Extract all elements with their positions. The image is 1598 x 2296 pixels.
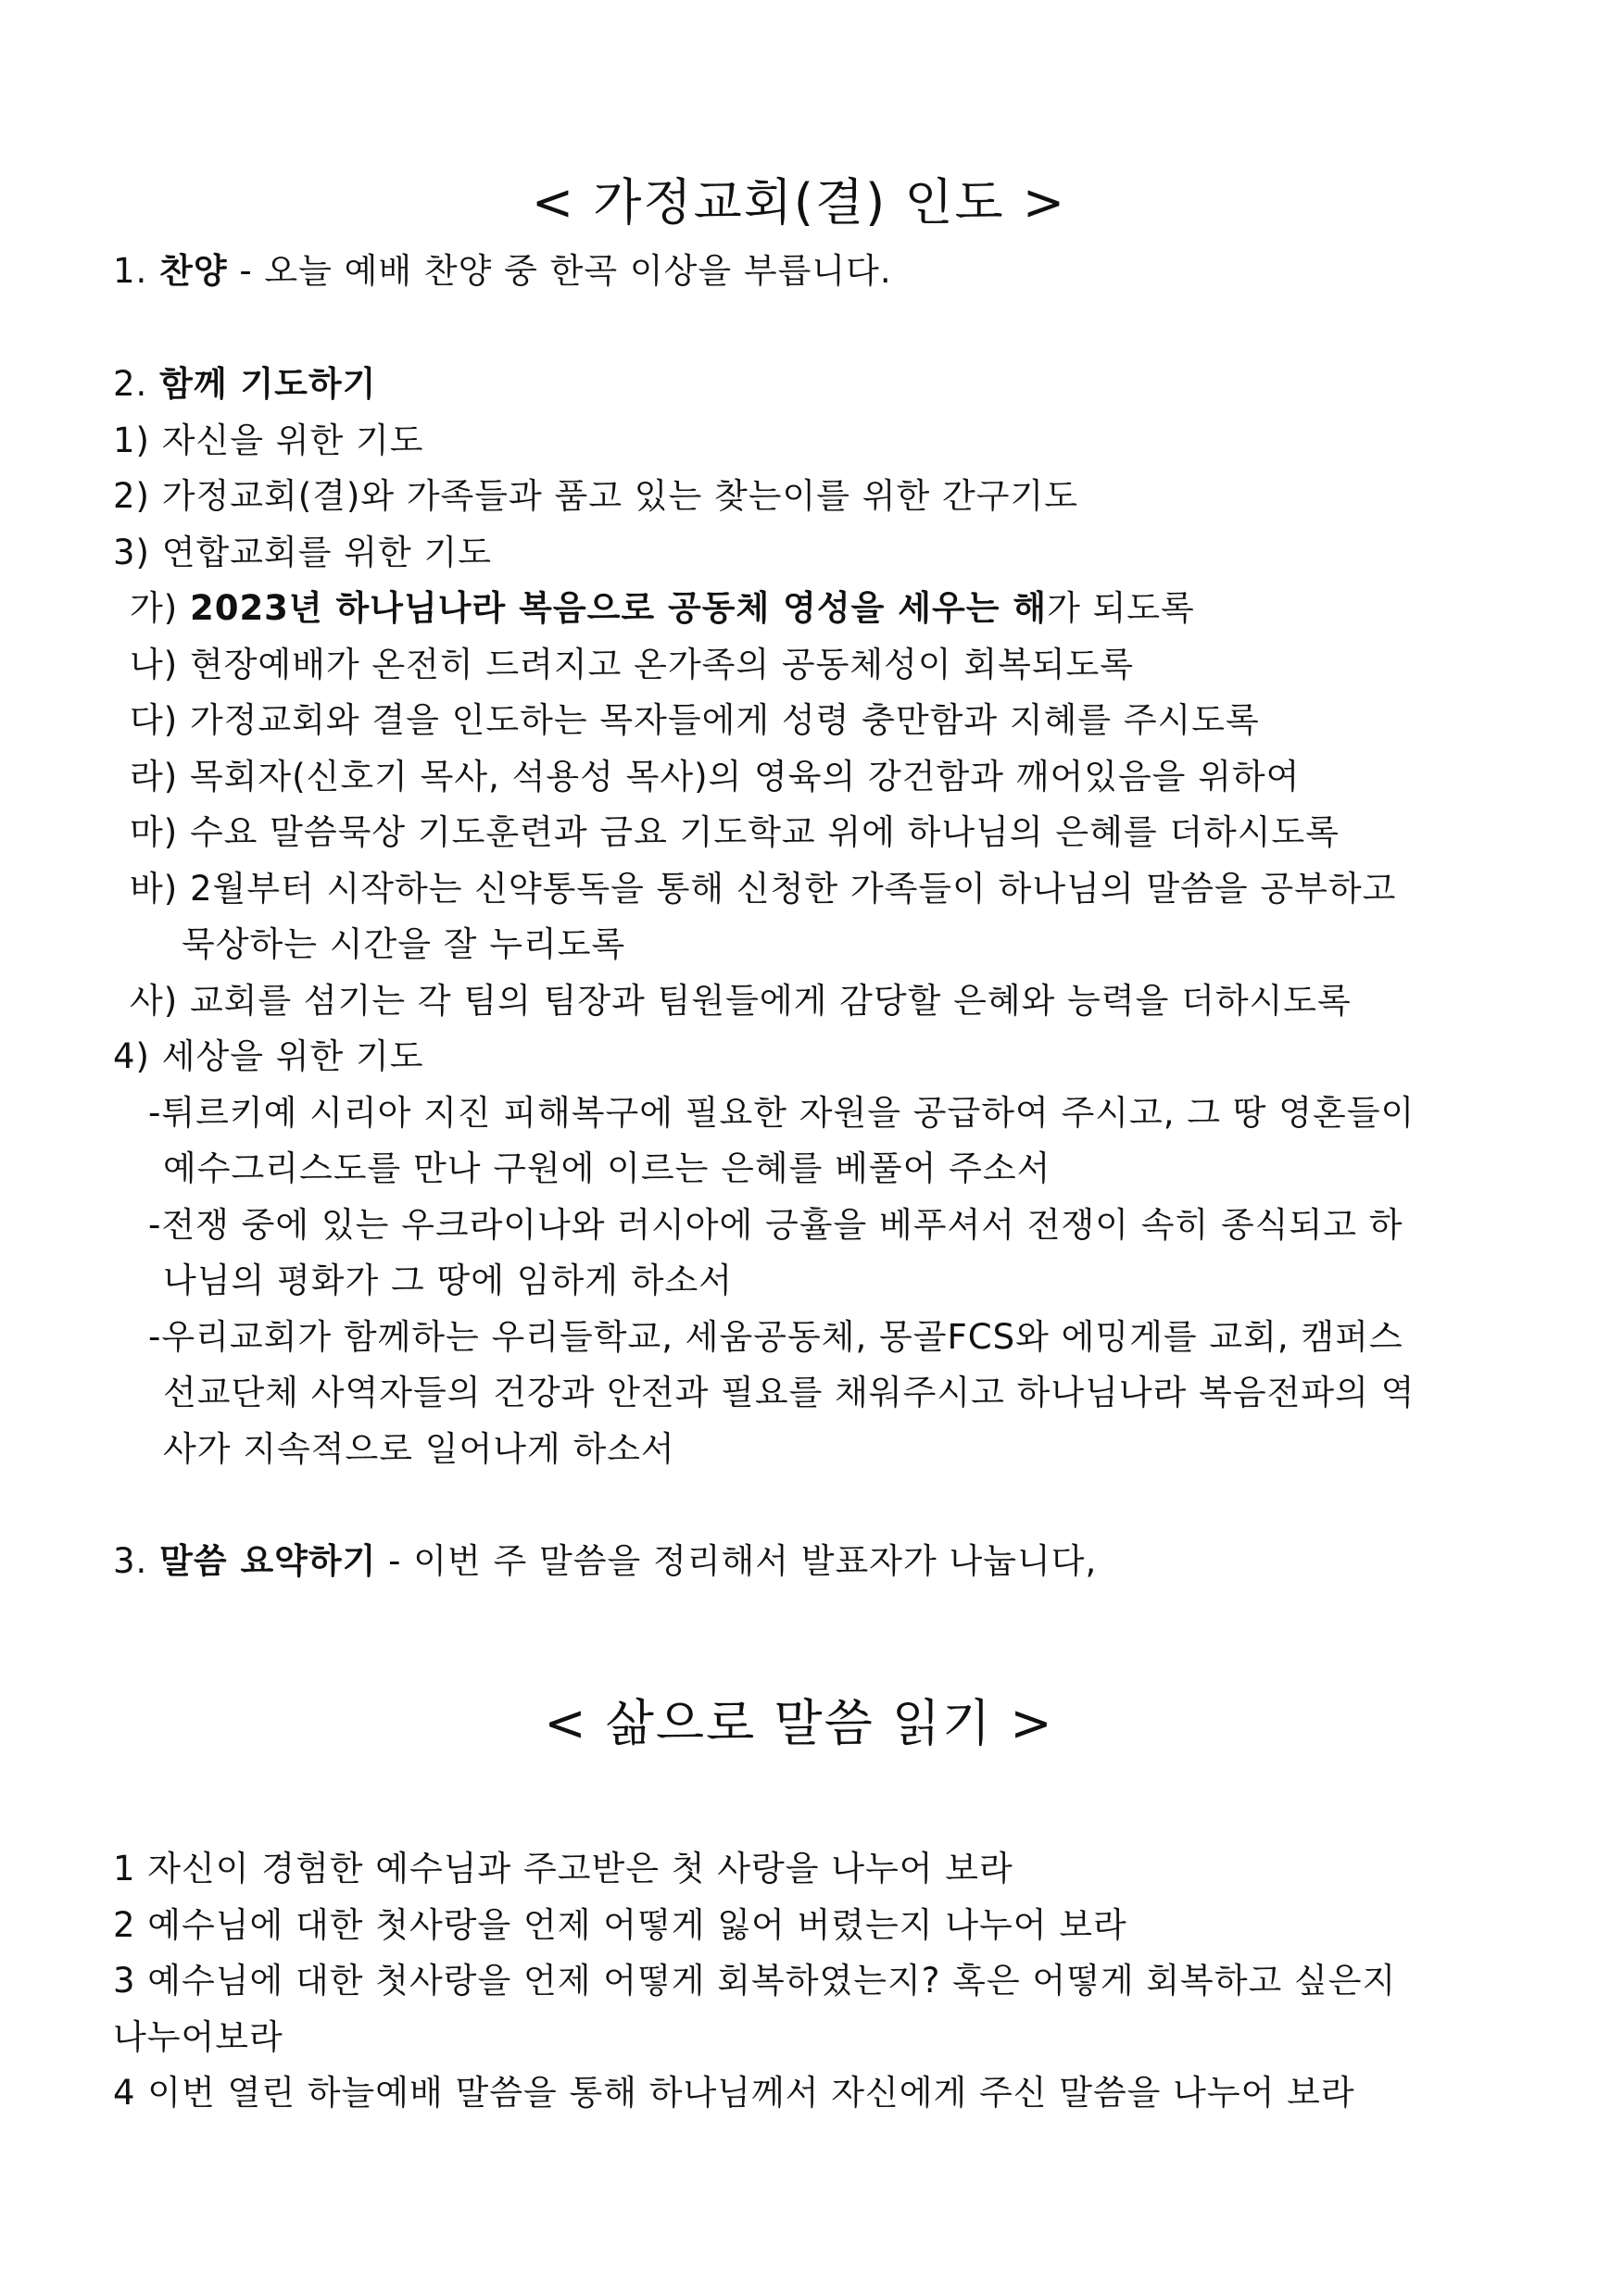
item1-praise [113, 248, 1484, 295]
item3-heading: 말씀 요약하기 [159, 1541, 377, 1581]
section2-title: < 삶으로 말씀 읽기 > [544, 1694, 1054, 1752]
question-3-cont: 나누어보라 [113, 2017, 283, 2057]
prayer-world-3: -우리교회가 함께하는 우리들학교, 세움공동체, 몽골FCS와 에밍게를 교회, 캠퍼스 [148, 1317, 1403, 1357]
prayer-church-a-prefix: 가) [130, 588, 190, 628]
prayer-world-2-cont: 나님의 평화가 그 땅에 임하게 하소서 [163, 1261, 733, 1300]
item3-summary [113, 1538, 1484, 1585]
prayer-church-b: 나) 현장예배가 온전히 드려지고 온가족의 공동체성이 회복되도록 [130, 645, 1135, 684]
prayer-church-f: 바) 2월부터 시작하는 신약통독을 통해 신청한 가족들이 하나님의 말씀을 공부하고 [130, 869, 1397, 909]
prayer-world-1: -튀르키예 시리아 지진 피해복구에 필요한 자원을 공급하여 주시고, 그 땅 영혼들이 [148, 1093, 1416, 1133]
prayer-church-f-cont: 묵상하는 시간을 잘 누리도록 [182, 924, 626, 964]
question-4: 4 이번 열린 하늘예배 말씀을 통해 하나님께서 자신에게 주신 말씀을 나누어 보라 [113, 2073, 1355, 2113]
question-2: 2 예수님에 대한 첫사랑을 언제 어떻게 잃어 버렸는지 나누어 보라 [113, 1905, 1127, 1945]
item2-number: 2. [113, 364, 148, 404]
prayer-church: 3) 연합교회를 위한 기도 [113, 533, 492, 572]
question-3: 3 예수님에 대한 첫사랑을 언제 어떻게 회복하였는지? 혹은 어떻게 회복하고 싶은지 [113, 1961, 1397, 2001]
question-1: 1 자신이 경험한 예수님과 주고받은 첫 사랑을 나누어 보라 [113, 1849, 1013, 1888]
prayer-church-g: 사) 교회를 섬기는 각 팀의 팀장과 팀원들에게 감당할 은혜와 능력을 더하시도록 [130, 981, 1352, 1021]
prayer-world-3-cont: 선교단체 사역자들의 건강과 안전과 필요를 채워주시고 하나님나라 복음전파의 역 [163, 1373, 1416, 1412]
item3-text: - 이번 주 말씀을 정리해서 발표자가 나눕니다, [376, 1541, 1098, 1581]
prayer-world-2: -전쟁 중에 있는 우크라이나와 러시아에 긍휼을 베푸셔서 전쟁이 속히 종식되고 하 [148, 1205, 1403, 1245]
prayer-church-a-bold: 2023년 하나님나라 복음으로 공동체 영성을 세우는 해 [189, 588, 1048, 628]
prayer-world-1-cont: 예수그리스도를 만나 구원에 이르는 은혜를 베풀어 주소서 [163, 1148, 1051, 1188]
item2-prayer [113, 361, 1484, 408]
prayer-church-a-suffix: 가 되도록 [1047, 588, 1195, 628]
item1-text: - 오늘 예배 찬양 중 한곡 이상을 부릅니다. [227, 251, 892, 291]
prayer-church-e: 마) 수요 말씀묵상 기도훈련과 금요 기도학교 위에 하나님의 은혜를 더하시도록 [130, 812, 1340, 852]
prayer-church-c: 다) 가정교회와 결을 인도하는 목자들에게 성령 충만함과 지혜를 주시도록 [130, 700, 1260, 740]
item3-number: 3. [113, 1541, 148, 1581]
prayer-church-a [130, 585, 1501, 632]
item2-heading: 함께 기도하기 [159, 364, 377, 404]
prayer-household: 2) 가정교회(결)와 가족들과 품고 있는 찾는이를 위한 간구기도 [113, 476, 1078, 516]
item1-number: 1. [113, 251, 148, 291]
prayer-world-3-cont2: 사가 지속적으로 일어나게 하소서 [163, 1429, 675, 1469]
section1-title: < 가정교회(결) 인도 > [531, 173, 1067, 232]
prayer-church-d: 라) 목회자(신호기 목사, 석용성 목사)의 영육의 강건함과 깨어있음을 위하여 [130, 757, 1301, 797]
prayer-self: 1) 자신을 위한 기도 [113, 420, 424, 460]
item1-heading: 찬양 [159, 251, 228, 291]
prayer-world: 4) 세상을 위한 기도 [113, 1036, 424, 1076]
